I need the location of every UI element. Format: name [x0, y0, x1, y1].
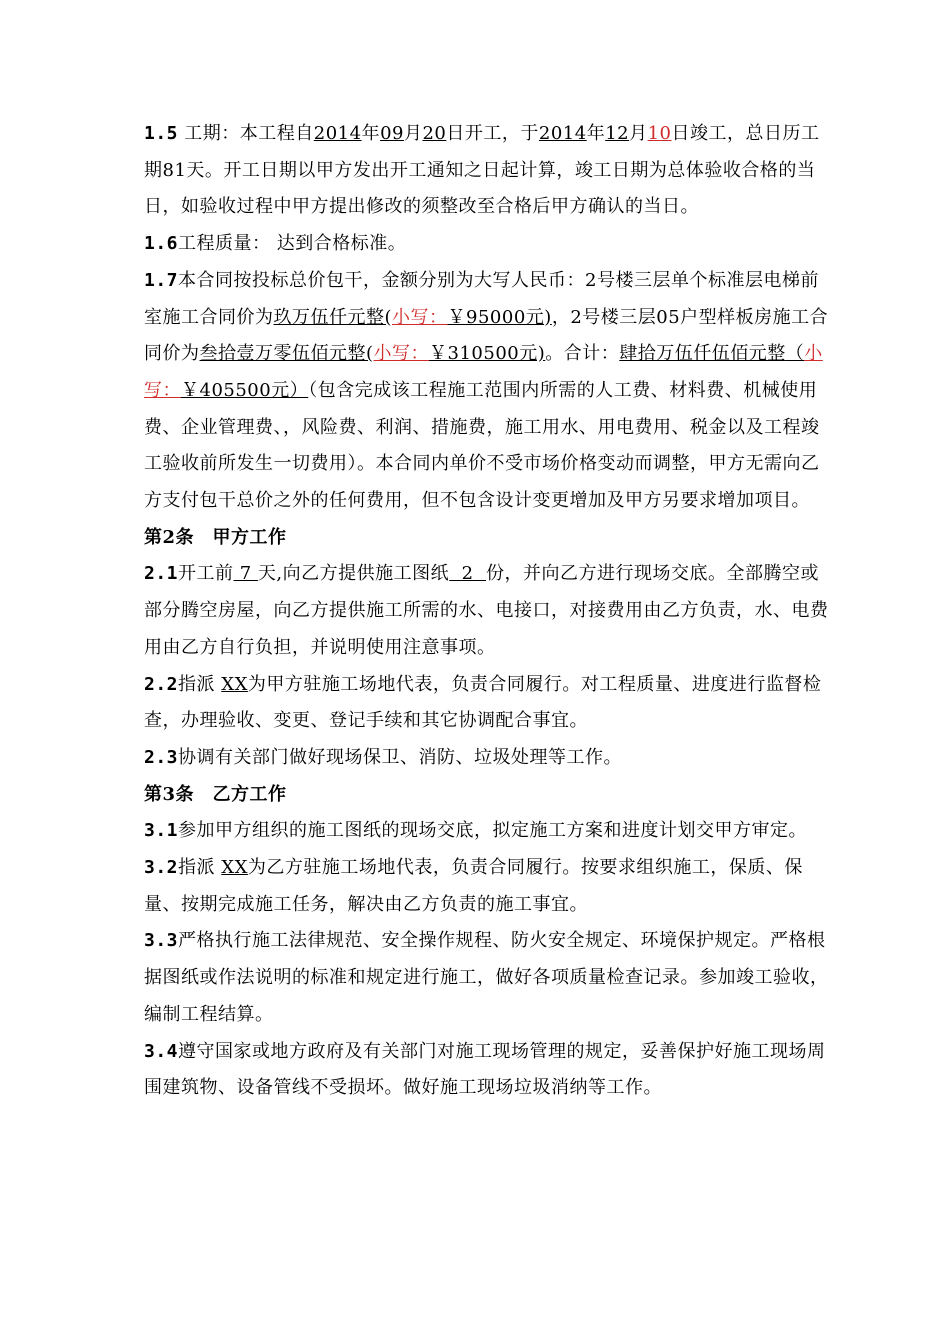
clause-2-2: [144, 667, 834, 740]
clause-3-1: [144, 813, 834, 850]
end-year: 2014: [538, 123, 587, 144]
clause-1-5: [144, 116, 834, 226]
amount1-open: (: [384, 306, 393, 328]
clause-text: 协调有关部门做好现场保卫、消防、垃圾处理等工作。: [178, 746, 623, 768]
copies-value: 2: [449, 563, 486, 585]
clause-text: 工程质量： 达到合格标准。: [178, 233, 407, 255]
clause-number: 2.1: [144, 563, 179, 585]
amount2-label: 小写：: [373, 343, 430, 365]
clause-number: 2.2: [144, 673, 179, 695]
amount1-value: ￥95000元): [447, 306, 552, 328]
clause-text: 遵守国家或地方政府及有关部门对施工现场管理的规定，妥善保护好施工现场周围建筑物、设备管线不受损坏。做好施工现场垃圾消纳等工作。: [144, 1040, 826, 1099]
clause-text: 为甲方驻施工场地代表，负责合同履行。对工程质量、进度进行监督检查，办理验收、变更、登记手续和其它协调配合事宜。: [144, 673, 822, 732]
total-words: 肆拾万伍仟伍佰元整: [619, 343, 786, 365]
clause-text: 日竣工，总日历工期81天。开工日期以甲方发出开工通知之日起计算，竣工日期为总体验收合格的当日，如验收过程中甲方提出修改的须整改至合格后甲方确认的当日。: [144, 123, 820, 218]
start-year: 2014: [313, 123, 362, 144]
clause-text: 指派: [178, 673, 222, 695]
end-day: 10: [647, 123, 672, 144]
amount2-value: ￥310500元): [429, 343, 546, 365]
start-day: 20: [422, 123, 447, 144]
clause-text: 工期：本工程自: [178, 123, 314, 144]
amount2-words: 叁拾壹万零伍佰元整: [199, 343, 366, 365]
clause-text: 指派: [178, 857, 222, 879]
clause-text: 严格执行施工法律规范、安全操作规程、防火安全规定、环境保护规定。严格根据图纸或作法说明的标准和规定进行施工，做好各项质量检查记录。参加竣工验收，编制工程结算。: [144, 930, 829, 1025]
clause-text: 月: [403, 123, 423, 144]
clause-text: 年: [361, 123, 381, 144]
clause-text: 份，并向乙方进行现场交底。全部腾空或部分腾空房屋，向乙方提供施工所需的水、电接口，对接费用由乙方负责，水、电费用由乙方自行负担，并说明使用注意事项。: [144, 563, 829, 658]
clause-text: 月: [629, 123, 648, 144]
clause-number: 3.1: [144, 820, 179, 842]
amount1-label: 小写：: [392, 306, 448, 328]
clause-3-2: [144, 850, 834, 923]
clause-2-1: [144, 556, 834, 666]
clause-text: 参加甲方组织的施工图纸的现场交底，拟定施工方案和进度计划交甲方审定。: [178, 820, 808, 842]
clause-text: 开工前: [178, 563, 234, 585]
clause-text: 年: [586, 123, 606, 144]
party-a-representative: XX: [221, 673, 248, 695]
article-2-heading: 第2条 甲方工作: [144, 526, 287, 548]
clause-number: 1.7: [144, 269, 179, 291]
total-value: ￥405500元）: [181, 379, 309, 401]
clause-text: 为乙方驻施工场地代表，负责合同履行。按要求组织施工，保质、保量、按期完成施工任务，解决由乙方负责的施工事宜。: [144, 857, 803, 915]
clause-text: 本合同按投标总价包干，金额分别为大写人民币：2号楼三层单个标准层电梯前室施工合同价为: [144, 269, 819, 328]
article-3-heading: 第3条 乙方工作: [144, 783, 287, 805]
clause-number: 1.6: [144, 233, 179, 255]
clause-1-6: [144, 226, 834, 263]
clause-2-3: [144, 740, 834, 777]
clause-number: 3.3: [144, 930, 179, 952]
clause-text: ，2号楼三层05户型样板房施工合同价为: [144, 306, 829, 365]
total-label: 小写：: [144, 343, 823, 401]
clause-3-3: [144, 923, 834, 1033]
clause-number: 3.4: [144, 1040, 179, 1062]
clause-1-7: [144, 263, 834, 520]
clause-number: 2.3: [144, 746, 179, 768]
end-month: 12: [605, 123, 630, 144]
clause-text: （包含完成该工程施工范围内所需的人工费、材料费、机械使用费、企业管理费、，风险费、利润、措施费，施工用水、用电费用、税金以及工程竣工验收前所发生一切费用）。本合同内单价不受市场价格变动而调整，甲方无需向乙方支付包干总价之外的任何费用，但不包含设计变更增加及甲方另要求增加项目。: [144, 379, 820, 512]
amount1-words: 玖万伍仟元整: [273, 306, 385, 328]
clause-text: 。合计：: [545, 343, 620, 365]
clause-text: 日开工，于: [446, 123, 539, 144]
amount2-open: (: [366, 343, 374, 365]
clause-text: 天,向乙方提供施工图纸: [257, 563, 450, 585]
clause-3-4: [144, 1034, 834, 1107]
clause-number: 3.2: [144, 857, 179, 879]
party-b-representative: XX: [221, 857, 248, 879]
start-month: 09: [380, 123, 404, 144]
total-open: （: [785, 343, 805, 365]
days-value: 7: [233, 563, 258, 585]
contract-body: [144, 116, 834, 1107]
clause-number: 1.5: [144, 123, 179, 144]
